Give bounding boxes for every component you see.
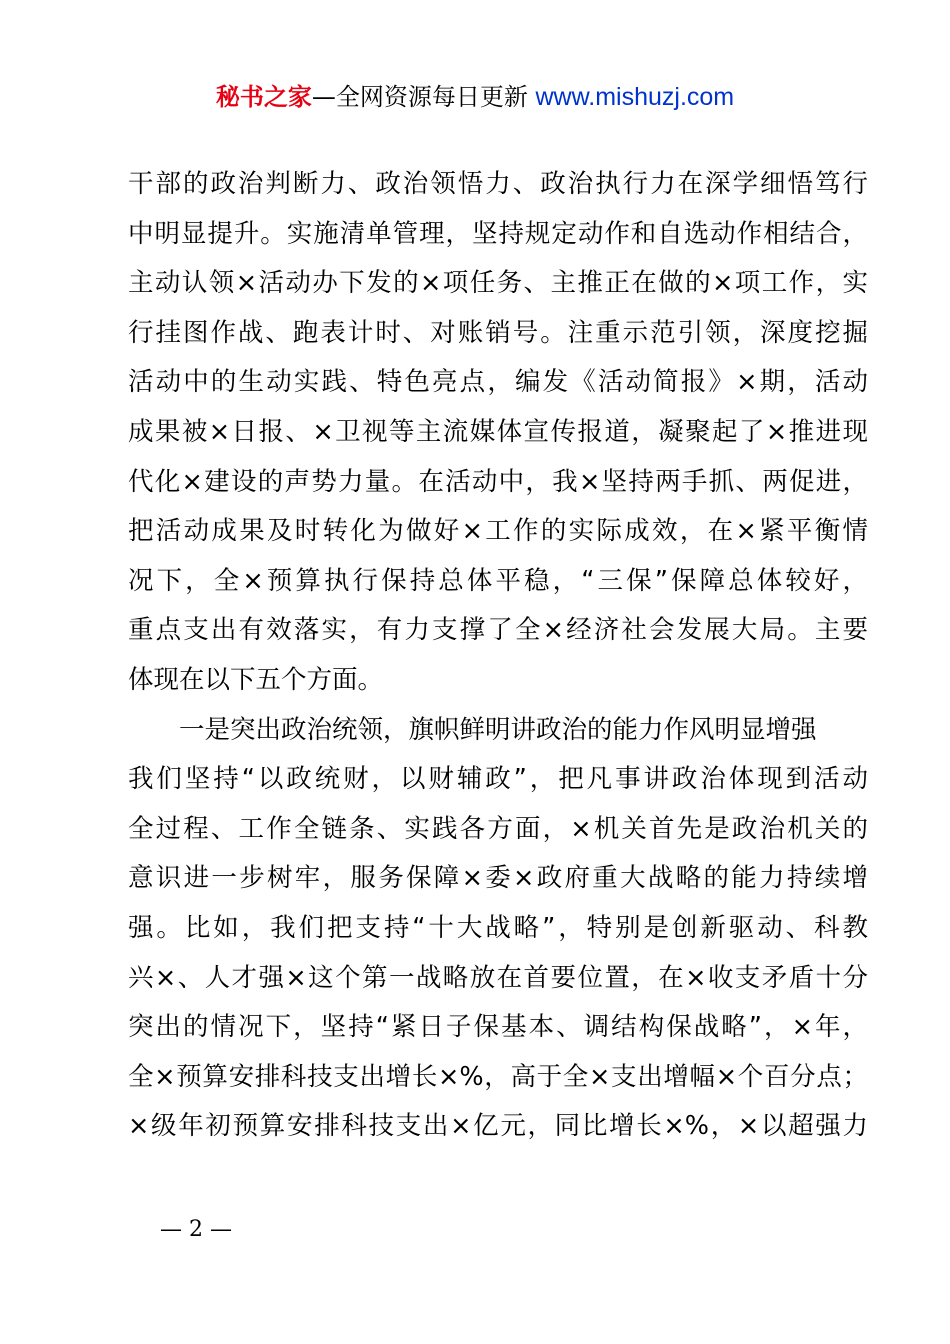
text-line: 我们坚持“以政统财，以财辅政”，把凡事讲政治体现到活动 [128,764,868,795]
text-line: ×级年初预算安排科技支出×亿元，同比增长×%，×以超强力 [128,1111,868,1142]
document-body [128,160,868,1152]
text-line: 行挂图作战、跑表计时、对账销号。注重示范引领，深度挖掘 [128,317,868,348]
header-tagline: —全网资源每日更新 [311,83,528,111]
text-line: 重点支出有效落实，有力支撑了全×经济社会发展大局。主要 [128,615,868,646]
text-line: 突出的情况下，坚持“紧日子保基本、调结构保战略”，×年， [128,1012,868,1043]
text-line: 活动中的生动实践、特色亮点，编发《活动简报》×期，活动 [128,367,868,398]
text-line: 意识进一步树牢，服务保障×委×政府重大战略的能力持续增 [128,863,868,894]
text-line: 况下，全×预算执行保持总体平稳，“三保”保障总体较好， [128,565,868,596]
paragraph-2 [128,706,868,1152]
text-line: 代化×建设的声势力量。在活动中，我×坚持两手抓、两促进， [128,466,868,497]
text-line: 强。比如，我们把支持“十大战略”，特别是创新驱动、科教 [128,912,868,943]
text-line: 干部的政治判断力、政治领悟力、政治执行力在深学细悟笃行 [128,169,868,199]
paragraph-1 [128,160,868,706]
text-line: 中明显提升。实施清单管理，坚持规定动作和自选动作相结合， [128,218,868,249]
text-line: 全×预算安排科技支出增长×%，高于全×支出增幅×个百分点； [128,1061,868,1092]
brand-name: 秘书之家 [215,83,312,111]
text-line: 把活动成果及时转化为做好×工作的实际成效，在×紧平衡情 [128,516,868,547]
text-line: 主动认领×活动办下发的×项任务、主推正在做的×项工作，实 [128,268,868,299]
site-header [0,80,950,114]
text-line: 全过程、工作全链条、实践各方面，×机关首先是政治机关的 [128,813,868,844]
text-line: 体现在以下五个方面。 [128,664,384,695]
site-url-link[interactable]: www.mishuzj.com [535,83,735,111]
text-line: 成果被×日报、×卫视等主流媒体宣传报道，凝聚起了×推进现 [128,416,868,447]
page-number: — 2 — [160,1217,232,1242]
text-line: 兴×、人才强×这个第一战略放在首要位置，在×收支矛盾十分 [128,962,868,993]
text-line: 一是突出政治统领，旗帜鲜明讲政治的能力作风明显增强 [179,714,817,745]
